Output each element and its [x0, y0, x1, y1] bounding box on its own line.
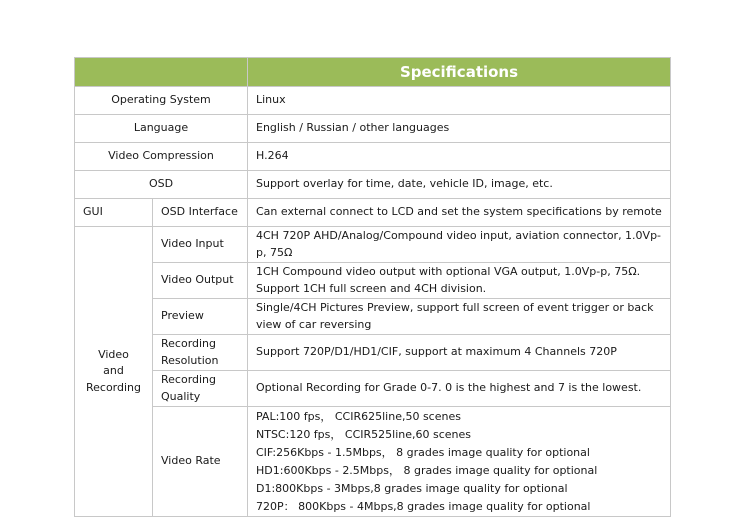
row-video-input — [75, 227, 671, 263]
header-row — [75, 58, 671, 87]
row-operating-system — [75, 87, 671, 115]
video-rate-line: PAL:100 fps， CCIR625line,50 scenes — [256, 409, 461, 423]
row-video-compression — [75, 143, 671, 171]
label-video-rate: Video Rate — [153, 407, 248, 517]
value-video-rate — [248, 407, 671, 517]
group-video-line2: and Recording — [85, 364, 142, 394]
row-language — [75, 115, 671, 143]
label-recording-quality: Recording Quality — [153, 371, 248, 407]
group-video-and-recording — [75, 227, 153, 517]
row-osd-interface — [75, 199, 671, 227]
specifications-table — [74, 57, 671, 517]
video-rate-line: 720P： 800Kbps - 4Mbps,8 grades image quality for optional — [256, 499, 591, 513]
label-osd: OSD — [75, 171, 248, 199]
row-video-rate — [75, 407, 671, 517]
label-preview: Preview — [153, 299, 248, 335]
video-rate-line: CIF:256Kbps - 1.5Mbps， 8 grades image quality for optional — [256, 445, 590, 459]
label-osd-interface: OSD Interface — [153, 199, 248, 227]
label-recording-resolution: Recording Resolution — [153, 335, 248, 371]
label-video-output: Video Output — [153, 263, 248, 299]
group-gui: GUI — [75, 199, 153, 227]
video-rate-line: HD1:600Kbps - 2.5Mbps， 8 grades image quality for optional — [256, 463, 598, 477]
label-video-input: Video Input — [153, 227, 248, 263]
row-recording-resolution — [75, 335, 671, 371]
value-recording-quality: Optional Recording for Grade 0-7. 0 is the highest and 7 is the lowest. — [248, 371, 671, 407]
group-video-line1: Video — [98, 347, 129, 361]
row-video-output — [75, 263, 671, 299]
value-video-output: 1CH Compound video output with optional VGA output, 1.0Vp-p, 75Ω. Support 1CH full screen and 4CH division. — [248, 263, 671, 299]
video-rate-line: NTSC:120 fps， CCIR525line,60 scenes — [256, 427, 471, 441]
value-recording-resolution: Support 720P/D1/HD1/CIF, support at maximum 4 Channels 720P — [248, 335, 671, 371]
value-video-input: 4CH 720P AHD/Analog/Compound video input, aviation connector, 1.0Vp-p, 75Ω — [248, 227, 671, 263]
value-osd-interface: Can external connect to LCD and set the system specifications by remote — [248, 199, 671, 227]
header-blank-cell — [75, 58, 248, 87]
label-operating-system: Operating System — [75, 87, 248, 115]
video-rate-line: D1:800Kbps - 3Mbps,8 grades image quality for optional — [256, 481, 568, 495]
value-osd: Support overlay for time, date, vehicle ID, image, etc. — [248, 171, 671, 199]
value-language: English / Russian / other languages — [248, 115, 671, 143]
row-recording-quality — [75, 371, 671, 407]
label-language: Language — [75, 115, 248, 143]
row-preview — [75, 299, 671, 335]
table-title: Specifications — [248, 58, 671, 87]
row-osd — [75, 171, 671, 199]
value-video-compression: H.264 — [248, 143, 671, 171]
value-operating-system: Linux — [248, 87, 671, 115]
label-video-compression: Video Compression — [75, 143, 248, 171]
value-preview: Single/4CH Pictures Preview, support full screen of event trigger or back view of car reversing — [248, 299, 671, 335]
